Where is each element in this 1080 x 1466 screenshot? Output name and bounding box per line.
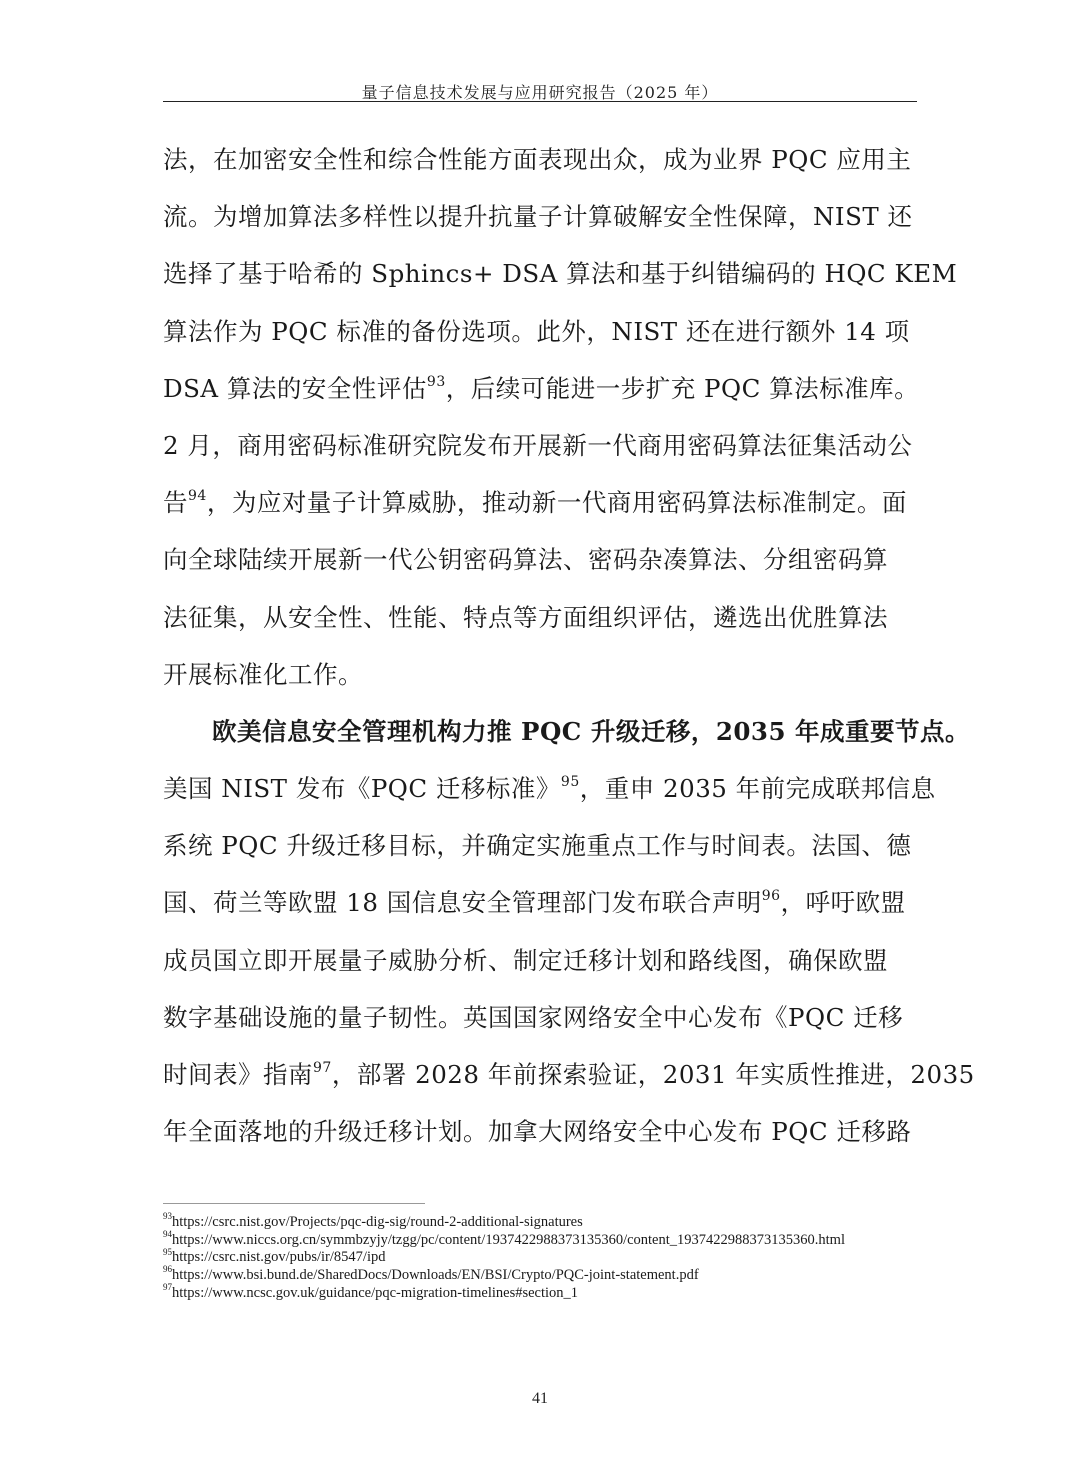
footnote-97 <box>163 1281 923 1303</box>
footnote-rule <box>163 1203 425 1204</box>
footnote-link[interactable]: https://www.ncsc.gov.uk/guidance/pqc-migration-timelines#section_1 <box>172 1284 579 1301</box>
footnote-number: 95 <box>163 1246 172 1257</box>
line-text: 流。为增加算法多样性以提升抗量子计算破解安全性保障，NIST 还 <box>163 202 913 232</box>
footnote-ref: 97 <box>313 1059 332 1076</box>
line-text: 美国 NIST 发布《PQC 迁移标准》 <box>163 774 561 804</box>
line-text: 欧美信息安全管理机构力推 PQC 升级迁移，2035 年成重要节点。 <box>212 716 971 746</box>
line-text: 向全球陆续开展新一代公钥密码算法、密码杂凑算法、分组密码算 <box>163 545 888 575</box>
footnotes <box>163 1211 923 1303</box>
line-text: 时间表》指南 <box>163 1060 313 1089</box>
line-text: ，重申 2035 年前完成联邦信息 <box>579 774 936 804</box>
line-text: 国、荷兰等欧盟 18 国信息安全管理部门发布联合声明 <box>163 888 762 918</box>
header-rule <box>163 101 917 102</box>
footnote-link[interactable]: https://csrc.nist.gov/Projects/pqc-dig-sig/round-2-additional-signatures <box>172 1214 583 1230</box>
line-text: 法征集，从安全性、性能、特点等方面组织评估，遴选出优胜算法 <box>163 602 888 632</box>
footnote-number: 97 <box>163 1281 172 1292</box>
footnote-ref: 94 <box>188 487 207 504</box>
footnote-link[interactable]: https://www.bsi.bund.de/SharedDocs/Downloads/EN/BSI/Crypto/PQC-joint-statement.pdf <box>172 1267 699 1284</box>
footnote-number: 94 <box>163 1228 172 1239</box>
footnote-96 <box>163 1264 923 1285</box>
body-line <box>163 989 923 1046</box>
line-text: 算法作为 PQC 标准的备份选项。此外，NIST 还在进行额外 14 项 <box>163 316 910 346</box>
line-text: 告 <box>163 488 188 518</box>
body-line <box>163 417 923 474</box>
footnote-93 <box>163 1211 923 1232</box>
line-text: 开展标准化工作。 <box>163 659 363 689</box>
body-line <box>163 303 923 360</box>
footnote-number: 96 <box>163 1264 172 1275</box>
body-line <box>163 646 923 703</box>
body-line <box>163 245 958 302</box>
body-line <box>163 932 923 989</box>
footnote-ref: 93 <box>426 373 446 390</box>
line-text: 选择了基于哈希的 Sphincs+ DSA 算法和基于纠错编码的 HQC KEM <box>163 259 958 289</box>
body-line <box>163 531 923 588</box>
body-line <box>163 188 923 245</box>
body-line <box>163 131 923 188</box>
line-text: ，为应对量子计算威胁，推动新一代商用密码算法标准制定。面 <box>206 488 907 518</box>
footnote-link[interactable]: https://csrc.nist.gov/pubs/ir/8547/ipd <box>172 1249 386 1266</box>
line-text: DSA 算法的安全性评估 <box>163 373 427 403</box>
body-line <box>163 360 923 417</box>
line-text: 数字基础设施的量子韧性。英国国家网络安全中心发布《PQC 迁移 <box>163 1002 904 1032</box>
running-header: 量子信息技术发展与应用研究报告（2025 年） <box>361 83 719 102</box>
line-text: ，后续可能进一步扩充 PQC 算法标准库。 <box>445 373 920 403</box>
body-line <box>163 589 923 646</box>
line-text: 年全面落地的升级迁移计划。加拿大网络安全中心发布 PQC 迁移路 <box>163 1117 912 1147</box>
footnote-link[interactable]: https://www.niccs.org.cn/symmbzyjy/tzgg/pc/content/1937422988373135360/content_1937422988373135360.html <box>172 1231 845 1248</box>
body-text <box>163 131 975 1160</box>
footnote-ref: 96 <box>761 888 781 905</box>
line-text: ，呼吁欧盟 <box>780 888 906 918</box>
line-text: 法，在加密安全性和综合性能方面表现出众，成为业界 PQC 应用主 <box>163 145 912 174</box>
line-text: 系统 PQC 升级迁移目标，并确定实施重点工作与时间表。法国、德 <box>163 831 912 861</box>
line-text: 成员国立即开展量子威胁分析、制定迁移计划和路线图，确保欧盟 <box>163 945 888 975</box>
footnote-95 <box>163 1246 923 1267</box>
section-heading <box>163 703 971 760</box>
footnote-ref: 95 <box>560 773 580 790</box>
footnote-number: 93 <box>163 1211 172 1222</box>
page-number: 41 <box>532 1390 548 1407</box>
line-text: ，部署 2028 年前探索验证，2031 年实质性推进，2035 <box>331 1060 975 1089</box>
footnote-94 <box>163 1228 923 1250</box>
body-line <box>163 874 923 931</box>
line-text: 2 月，商用密码标准研究院发布开展新一代商用密码算法征集活动公 <box>163 430 913 460</box>
body-line <box>163 817 923 874</box>
body-line <box>163 474 923 531</box>
body-line <box>163 1103 923 1160</box>
body-line <box>163 760 936 817</box>
body-line <box>163 1046 975 1103</box>
